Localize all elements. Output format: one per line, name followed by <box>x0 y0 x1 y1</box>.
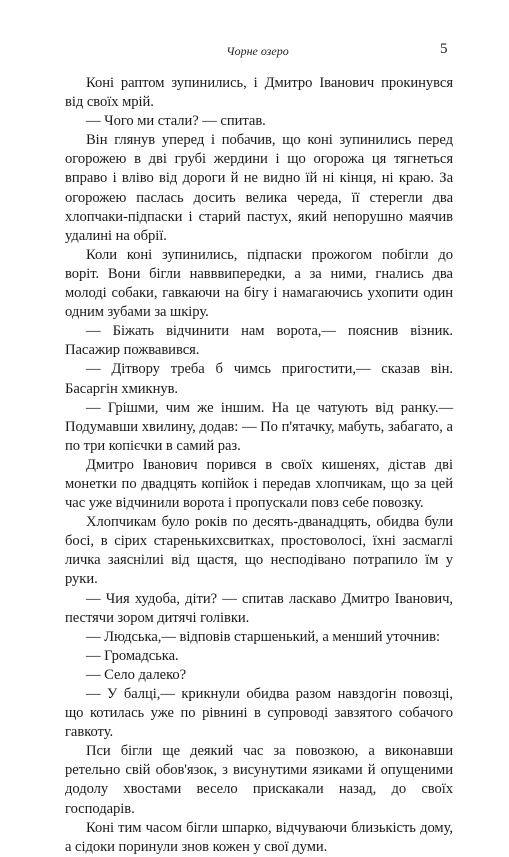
paragraph: Дмитро Іванович порився в своїх кишенях, дістав дві монетки по двадцять копійок і передав хлопчикам, що за цей час уже відчинили ворота і пропускали повз себе повозку. <box>65 456 453 512</box>
paragraph: — У балці,— крикнули обидва разом навздогін повозці, що котилась уже по рівнині в супроводі завзятого собачого гавкоту. <box>65 686 453 741</box>
paragraph: Коні раптом зупинились, і Дмитро Іванович прокинувся від своїх мрій. <box>65 75 453 111</box>
paragraph: — Грішми, чим же іншим. На це чатують від ранку.— Подумавши хвилину, додав: — По п'ятачку, мабуть, забагато, а по три копієчки в самий раз. <box>65 399 453 454</box>
paragraph: — Людська,— відповів старшенький, а менший уточнив: <box>86 628 440 645</box>
paragraph: — Біжать відчинити нам ворота,— пояснив візник. Пасажир пожвавився. <box>65 323 453 359</box>
paragraph: Коні тим часом бігли шпарко, відчуваючи близькість дому, а сідоки поринули знов кожен у свої думи. <box>65 819 453 855</box>
paragraph: — Чия худоба, діти? — спитав ласкаво Дмитро Іванович, пестячи зором дитячі голівки. <box>65 590 453 626</box>
running-title: Чорне озеро <box>226 44 289 58</box>
paragraph: Коли коні зупинились, підпаски прожогом побігли до воріт. Вони бігли навввипередки, а за ними, гнались два молоді собаки, гавкаючи на бігу і намагаючись ухопити один одним зубами за шкіру. <box>65 246 453 321</box>
paragraph: Хлопчикам було років по десять-дванадцять, обидва були босі, в сірих старенькихсвитках, простоволосі, їхні засмаглі личка заяснілиі від щастя, що несподівано потрапило їм у руки. <box>65 514 453 588</box>
body-text <box>65 74 453 857</box>
paragraph: Він глянув уперед і побачив, що коні зупинились перед огорожею в дві грубі жердини і що огорожа ця тягнеться вправо і вліво від дороги й не видно їй ні кінця, ні краю. За огорожею паслась досить велика череда, її стерегли два хлопчаки-підпаски і старий пастух, який непорушно маячив удалині на обрії. <box>65 132 453 244</box>
paragraph: — Дітвору треба б чимсь пригостити,— сказав він. Басаргін хмикнув. <box>65 361 453 397</box>
page-number: 5 <box>440 41 448 57</box>
paragraph: — Громадська. <box>86 647 179 664</box>
paragraph: — Чого ми стали? — спитав. <box>86 113 266 130</box>
paragraph: Пси бігли ще деякий час за повозкою, а виконавши ретельно свій обов'язок, з висунутими язиками й опущеними додолу хвостами весело прискакали назад, до своїх господарів. <box>65 743 453 817</box>
paragraph: — Село далеко? <box>86 666 187 683</box>
